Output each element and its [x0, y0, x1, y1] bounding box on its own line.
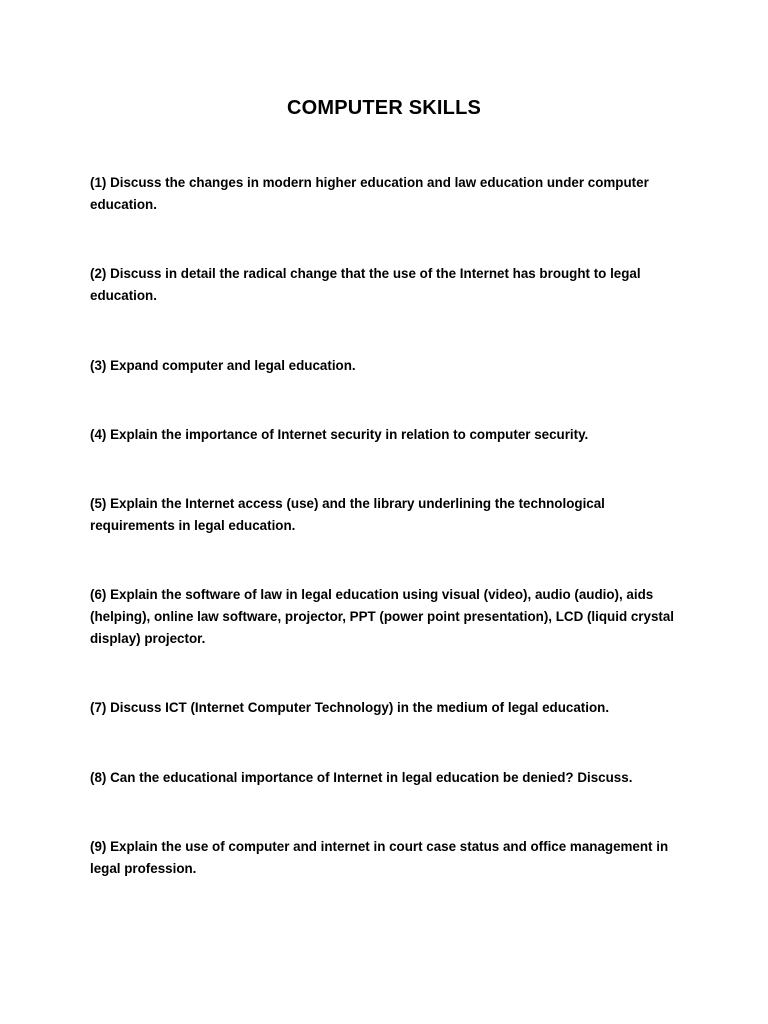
page-title: COMPUTER SKILLS	[286, 97, 482, 119]
question-9: (9) Explain the use of computer and internet in court case status and office management in legal profession.	[90, 839, 669, 876]
question-8: (8) Can the educational importance of Internet in legal education be denied? Discuss.	[90, 770, 633, 785]
question-4: (4) Explain the importance of Internet security in relation to computer security.	[90, 427, 589, 442]
question-1: (1) Discuss the changes in modern higher education and law education under computer education.	[90, 175, 649, 212]
question-6: (6) Explain the software of law in legal education using visual (video), audio (audio), aids (helping), online law software, projector, PPT (power point presentation), LCD (liquid crystal display) projector.	[90, 587, 675, 646]
question-5: (5) Explain the Internet access (use) and the library underlining the technological requirements in legal education.	[90, 496, 605, 533]
question-3: (3) Expand computer and legal education.	[90, 358, 356, 373]
question-2: (2) Discuss in detail the radical change that the use of the Internet has brought to legal education.	[90, 266, 641, 303]
question-7: (7) Discuss ICT (Internet Computer Technology) in the medium of legal education.	[90, 700, 610, 715]
